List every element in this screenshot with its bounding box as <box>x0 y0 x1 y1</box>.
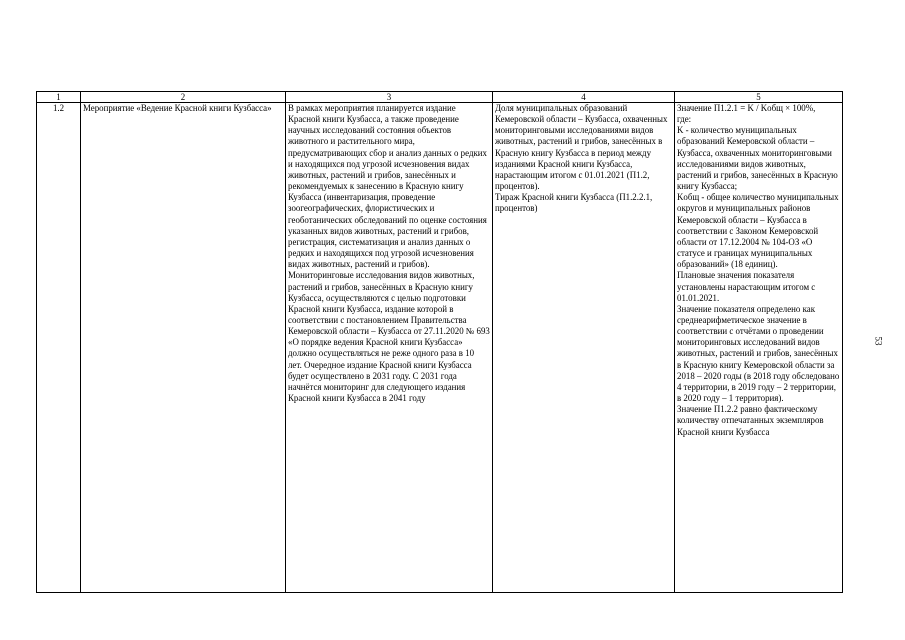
formula-cell <box>675 103 843 593</box>
formula-plan-note: Плановые значения показателя установлены нарастающим итогом с 01.01.2021. <box>677 270 816 303</box>
column-header: 1 <box>37 92 81 103</box>
formula-k-definition: K - количество муниципальных образований Кемеровской области – Кузбасса, охваченных мониторинговыми исследованиями видов животных, растений и грибов, занесённых в Красную книгу Кузбасса; <box>677 125 838 192</box>
column-header: 3 <box>286 92 493 103</box>
formula-kobsh-definition: Kобщ - общее количество муниципальных округов и муниципальных районов Кемеровской области – Кузбасса в соответствии с Законом Кемеровской области от 17.12.2004 № 104-ОЗ «О статусе и границах муниципальных образований» (18 единиц). <box>677 192 839 270</box>
page-number: 53 <box>873 336 884 346</box>
column-header: 4 <box>493 92 675 103</box>
indicator-text: Доля муниципальных образований Кемеровской области – Кузбасса, охваченных мониторинговыми исследованиями видов животных, растений и грибов, занесённых в Красную книгу Кузбасса в период между изданиями Красной книги Кузбасса, нарастающим итогом с 01.01.2021 (П1.2, процентов). <box>495 103 668 192</box>
indicator-text: Тираж Красной книги Кузбасса (П1.2.2.1, процентов) <box>495 192 653 214</box>
formula-where: где: <box>677 114 692 125</box>
table-row <box>37 103 843 593</box>
indicators-cell <box>493 103 675 593</box>
formula-line: Значение П1.2.1 = K / Kобщ × 100%, <box>677 103 816 113</box>
measure-description: В рамках мероприятия планируется издание Красной книги Кузбасса, а также проведение научных исследований состояния объектов животного и растительного мира, предусматривающих сбор и анализ данных о редких и находящихся под угрозой исчезновения видах животных, растений и грибов, занесённых и рекомендуемых к занесению в Красную книгу Кузбасса (инвентаризация, проведение зоогеографических, флористических и геоботанических обследований по оценке состояния указанных видов животных, растений и грибов, регистрация, систематизация и анализ данных о редких и находящихся под угрозой исчезновения видах животных, растений и грибов). Мониторинговые исследования видов животных, растений и грибов, занесённых в Красную книгу Кузбасса, осуществляются с целью подготовки Красной книги Кузбасса, издание которой в соответствии с постановлением Правительства Кемеровской области – Кузбасса от 27.11.2020 № 693 «О порядке ведения Красной книги Кузбасса» должно осуществляться не реже одного раза в 10 лет. Очередное издание Красной книги Кузбасса будет осуществлено в 2031 году. С 2031 года начнётся мониторинг для следующего издания Красной книги Кузбасса в 2041 году <box>286 103 493 593</box>
formula-average-note: Значение показателя определено как среднеарифметическое значение в соответствии с отчётами о проведении мониторинговых исследований видов животных, растений и грибов, занесённых в Красную книгу Кемеровской области за 2018 – 2020 годы (в 2018 году обследовано 4 территории, в 2019 году – 2 территории, в 2020 году – 1 территория). <box>677 303 840 404</box>
measure-name: Мероприятие «Ведение Красной книги Кузбасса» <box>81 103 286 593</box>
table-header-row <box>37 92 843 103</box>
column-header: 2 <box>81 92 286 103</box>
column-header: 5 <box>675 92 843 103</box>
measures-table <box>36 91 843 593</box>
formula-p122-note: Значение П1.2.2 равно фактическому количеству отпечатанных экземпляров Красной книги Кузбасса <box>677 404 824 437</box>
row-number: 1.2 <box>37 103 81 593</box>
